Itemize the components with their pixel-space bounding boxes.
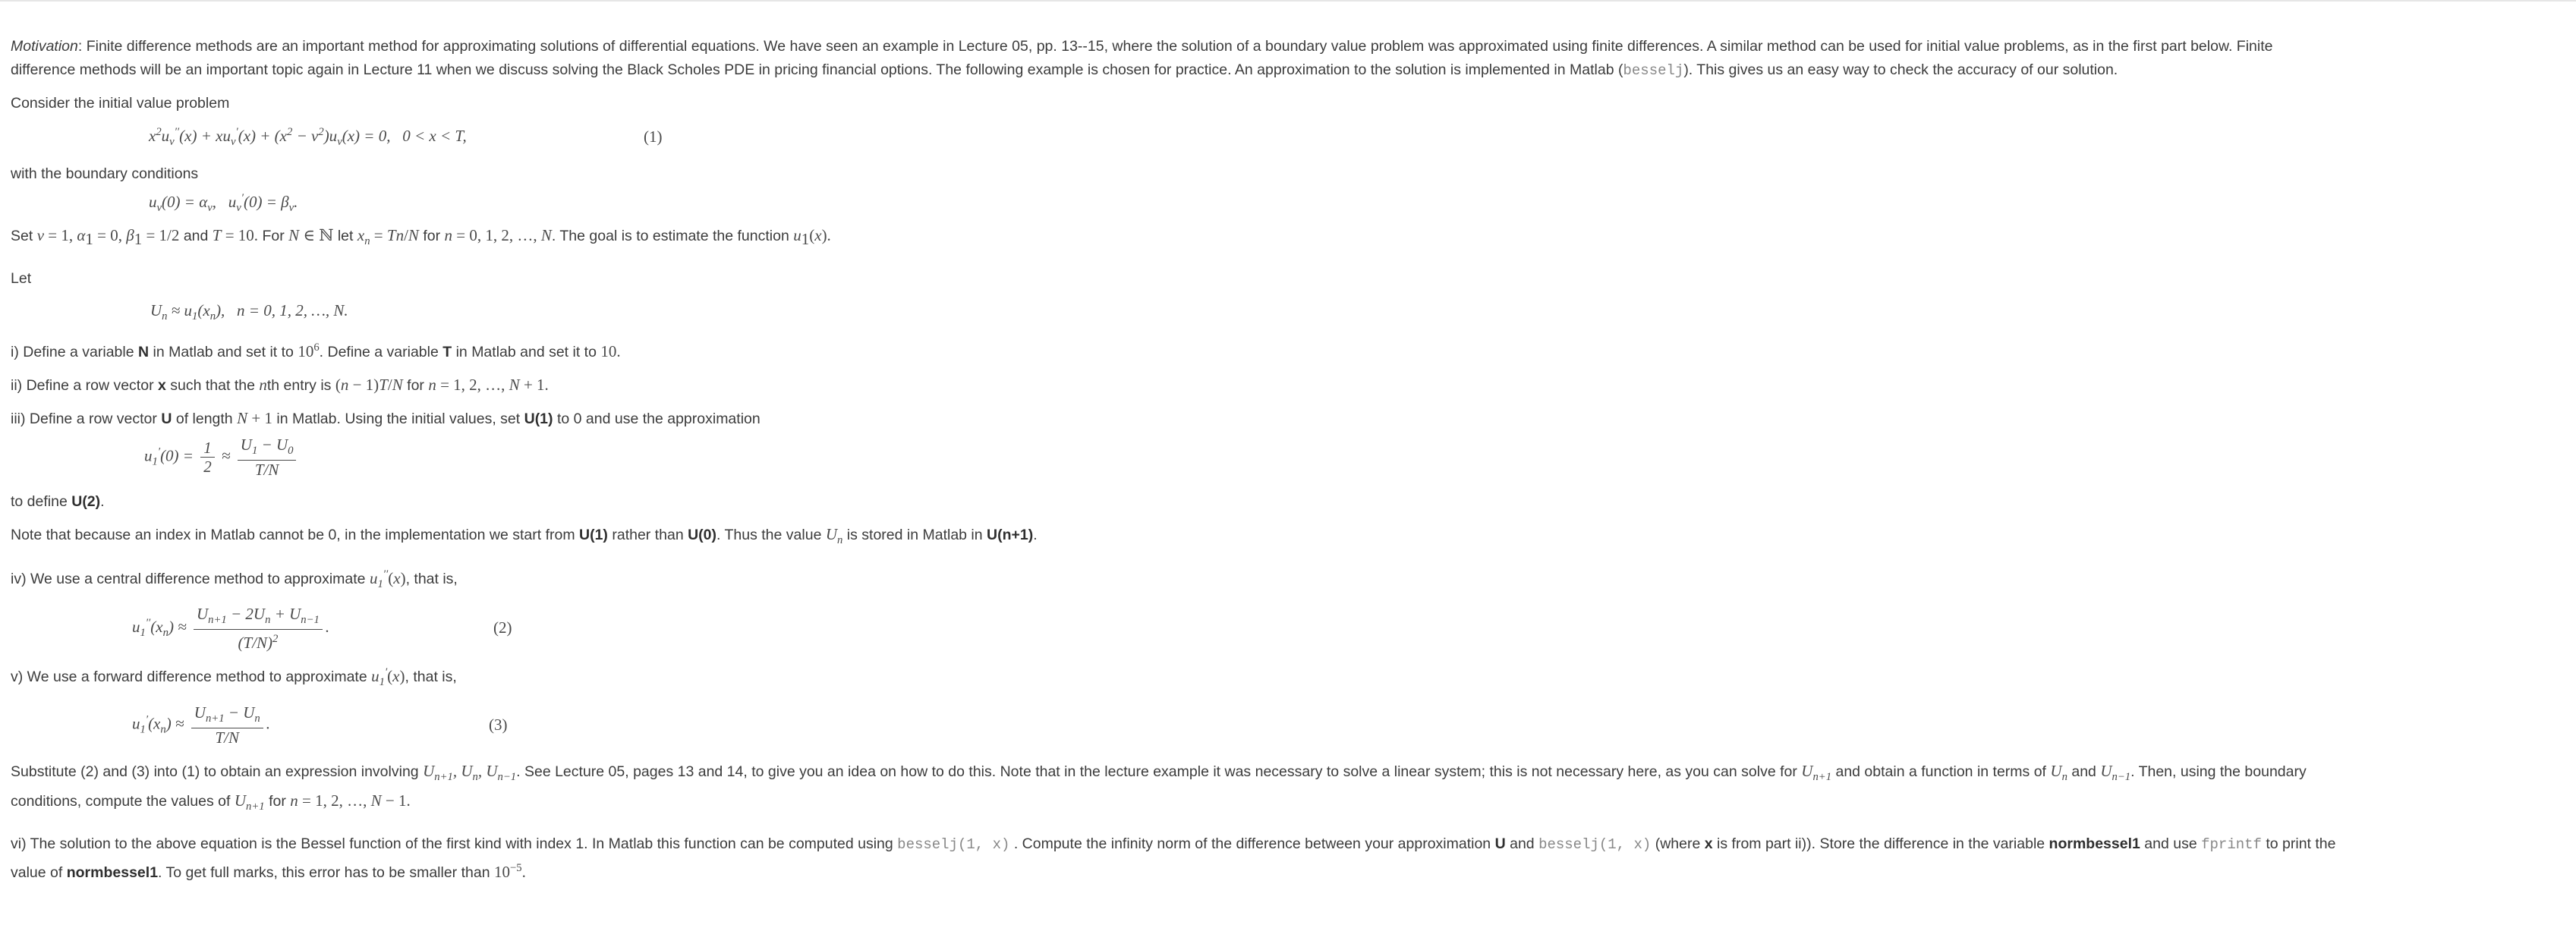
- part-ii-text-b: such that the: [170, 377, 255, 395]
- part-vi-text-g: value of: [11, 864, 63, 882]
- part-vi-U: U: [1494, 835, 1506, 853]
- document-body: [11, 35, 2561, 885]
- part-iii-text-a: iii) Define a row vector: [11, 411, 157, 428]
- var-U2: U(2): [71, 493, 101, 511]
- initial-derivative-body: $u_1'(0)$ = $\frac{1}{2}$ ≈ $\frac{U_1 - U_0}{T/N}$: [144, 436, 299, 479]
- part-v-text-b: , that is,: [405, 668, 457, 685]
- substitute-text-a: Substitute (2) and (3) into (1) to obtain an expression involving: [11, 763, 419, 780]
- part-vi-text-f: to print the: [2266, 835, 2336, 853]
- note-paragraph: Note that because an index in Matlab cannot be 0, in the implementation we start from U(1) rather than U(0). Thus the value $U_n$ is stored in Matlab in U(n+1).: [11, 525, 1038, 547]
- note-text-b: rather than: [612, 527, 684, 544]
- substitute-text-d: . Then, using the boundary: [2130, 763, 2307, 780]
- initial-derivative-equation: [11, 431, 2561, 490]
- part-i-text-d: in Matlab and set it to: [455, 344, 597, 361]
- note-Un1: U(n+1): [987, 527, 1034, 544]
- part-vi-text-a: vi) The solution to the above equation is the Bessel function of the first kind with index 1. In Matlab this function can be computed using: [11, 835, 893, 853]
- boundary-equation: [11, 186, 2561, 219]
- var-U1: U(1): [524, 411, 553, 428]
- equation-3: [11, 694, 2561, 757]
- part-vi-text-h: . To get full marks, this error has to be smaller than: [158, 864, 490, 882]
- part-iii-text-b: of length: [175, 411, 233, 428]
- to-define-text: to define: [11, 493, 68, 511]
- set-let: let: [337, 228, 354, 244]
- part-iii-text-c: in Matlab. Using the initial values, set: [276, 411, 521, 428]
- top-divider: [0, 0, 2576, 2]
- part-ii-text-c: th entry is: [266, 377, 332, 395]
- part-i-text-c: . Define a variable: [319, 344, 439, 361]
- part-iii: iii) Define a row vector U of length N + 1 in Matlab. Using the initial values, set U(1) to 0 and use the approximation: [11, 409, 761, 428]
- part-vi-text-e: and use: [2144, 835, 2197, 853]
- var-T: T: [442, 344, 452, 361]
- note-U0: U(0): [688, 527, 717, 544]
- substitute-for: for: [269, 792, 286, 810]
- part-iv: iv) We use a central difference method to approximate $u_1''(x)$, that is,: [11, 568, 458, 591]
- equation-3-body: $u_1'(x_n)$ ≈ $\frac{U_{n+1} - U_n}{T/N}$ .: [132, 703, 270, 747]
- substitute-text-c: and obtain a function in terms of: [1835, 763, 2046, 780]
- part-ii: ii) Define a row vector x such that the nth entry is (n − 1)T/N for n = 1, 2, …, N + 1.: [11, 376, 549, 395]
- var-U: U: [161, 411, 172, 428]
- var-normbessel1-2: normbessel1: [66, 864, 159, 882]
- substitute-paragraph: Substitute (2) and (3) into (1) to obtain an expression involving $U_{n+1}$, $U_n$, $U_{n-1}$. See Lecture 05, pages 13 and 14, to give you an idea on how to do this. Note that in the lecture example it was necessary to solve a linear system; this is not necessary here, as you can solve for $U_{n+1}$ and obtain a function in terms of $U_n$ and $U_{n-1}$. Then, using the boundary conditions, compute the values of $U_{n+1}$ for n = 1, 2, …, N − 1.: [11, 761, 2307, 813]
- part-i-text-a: i) Define a variable: [11, 344, 134, 361]
- boundary-text: with the boundary conditions: [11, 165, 199, 182]
- motivation-text-3: ). This gives us an easy way to check the accuracy of our solution.: [1683, 61, 2118, 78]
- let-label: Let: [11, 270, 32, 288]
- part-vi-x: x: [1704, 835, 1713, 853]
- note-text-c: . Thus the value: [716, 527, 822, 544]
- set-paragraph: Set ν = 1, $\alpha_1 = 0$, $\beta_1 = 1/2$ and T = 10. For N ∈ ℕ let $x_n = Tn/N$ for n = 0, 1, 2, …, N. The goal is to estimate the function $u_1(x)$.: [11, 226, 831, 248]
- var-N: N: [138, 344, 150, 361]
- part-i: i) Define a variable N in Matlab and set it to $10^6$. Define a variable T in Matlab and set it to 10.: [11, 341, 621, 361]
- equation-2: [11, 597, 2561, 658]
- part-v-text-a: v) We use a forward difference method to approximate: [11, 668, 367, 685]
- set-pre: Set: [11, 228, 33, 244]
- part-vi-and: and: [1510, 835, 1535, 853]
- set-for: for: [423, 228, 441, 244]
- besselj-call-code: besselj(1, x): [897, 836, 1010, 854]
- consider-text: Consider the initial value problem: [11, 95, 230, 112]
- part-v: v) We use a forward difference method to approximate $u_1'(x)$, that is,: [11, 665, 457, 688]
- part-vi-text-c: (where: [1655, 835, 1701, 853]
- equation-1: [11, 115, 2561, 161]
- boundary-equation-body: $u_\nu(0) = \alpha_\nu$, $u_\nu'(0) = \beta_\nu$.: [149, 192, 298, 215]
- substitute-text-e: conditions, compute the values of: [11, 792, 231, 810]
- equation-2-body: $u_1''(x_n)$ ≈ $\frac{U_{n+1} - 2U_n + U_{n-1}}{(T/N)^2}$ .: [132, 604, 330, 652]
- equation-3-number: (3): [489, 715, 508, 734]
- substitute-text-b: . See Lecture 05, pages 13 and 14, to give you an idea on how to do this. Note that in the lecture example it was necessary to solve a linear system; this is not necessary here, as you can solve for: [516, 763, 1797, 780]
- set-post: . The goal is to estimate the function: [551, 228, 789, 244]
- var-normbessel1: normbessel1: [2049, 835, 2140, 853]
- part-iv-text-b: , that is,: [405, 571, 458, 588]
- part-ii-text-a: ii) Define a row vector: [11, 377, 154, 395]
- equation-1-body: $x^2u_\nu''(x) + xu_\nu'(x) + (x^2 - \nu^2)u_\nu(x) = 0$, 0 < x < T,: [149, 126, 467, 149]
- motivation-text-2: difference methods will be an important topic again in Lecture 11 when we discuss solving the Black Scholes PDE in pricing financial options. The following example is chosen for practice. An approximation to the solution is implemented in Matlab (: [11, 61, 1623, 78]
- approx-equation: [11, 291, 2561, 330]
- motivation-paragraph: [11, 35, 2561, 83]
- fprintf-code: fprintf: [2201, 836, 2262, 854]
- part-vi-text-d: is from part ii)). Store the difference in the variable: [1717, 835, 2045, 853]
- to-define: to define U(2).: [11, 493, 105, 511]
- part-iii-text-d: to 0 and use the approximation: [556, 411, 761, 428]
- part-vi: vi) The solution to the above equation is the Bessel function of the first kind with index 1. In Matlab this function can be computed using besselj(1, x) . Compute the infinity norm of the difference between your approximation U and besselj(1, x) (where x is from part ii)). Store the difference in the variable normbessel1 and use fprintf to print the value of normbessel1. To get full marks, this error has to be smaller than $10^{-5}$.: [11, 835, 2336, 882]
- note-text-a: Note that because an index in Matlab cannot be 0, in the implementation we start from: [11, 527, 575, 544]
- substitute-and: and: [2071, 763, 2096, 780]
- approx-equation-body: $U_n \approx u_1(x_n)$, n = 0, 1, 2, …, N.: [150, 301, 348, 323]
- equation-1-number: (1): [644, 127, 663, 146]
- var-x: x: [158, 377, 166, 395]
- note-U1: U(1): [579, 527, 608, 544]
- motivation-text: : Finite difference methods are an important method for approximating solutions of differential equations. We have seen an example in Lecture 05, pp. 13--15, where the solution of a boundary value problem was approximated using finite differences. A similar method can be used for initial value problems, as in the first part below. Finite: [77, 38, 2273, 55]
- equation-2-number: (2): [493, 618, 512, 637]
- part-i-text-b: in Matlab and set it to: [153, 344, 294, 361]
- besselj-code: besselj: [1623, 62, 1684, 79]
- set-mid: For: [262, 228, 285, 244]
- part-iv-text-a: iv) We use a central difference method to approximate: [11, 571, 366, 588]
- part-ii-text-d: for: [407, 377, 424, 395]
- besselj-call-code-2: besselj(1, x): [1538, 836, 1652, 854]
- part-vi-text-b: . Compute the infinity norm of the difference between your approximation: [1013, 835, 1491, 853]
- motivation-label: Motivation: [11, 38, 78, 55]
- note-text-d: is stored in Matlab in: [846, 527, 983, 544]
